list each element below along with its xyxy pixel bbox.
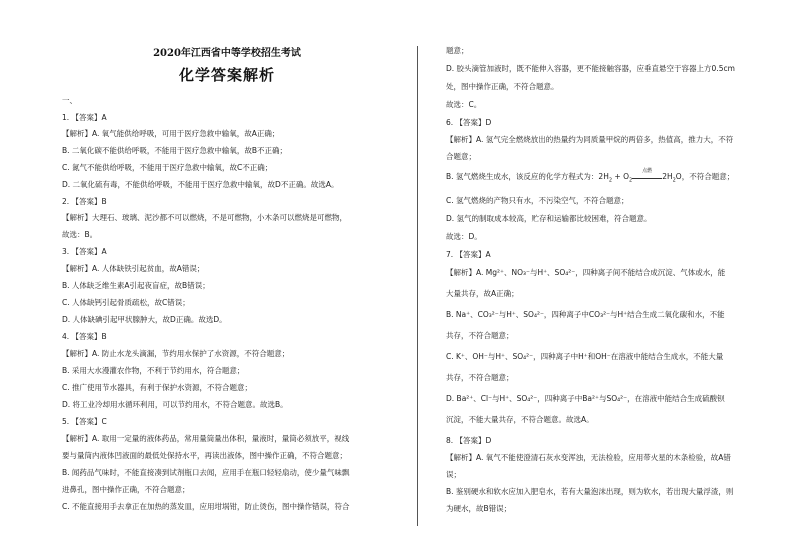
analysis-line: 【解析】A. 氧气能供给呼吸，可用于医疗急救中输氧，故A正确； bbox=[62, 129, 280, 138]
analysis-line: 【解析】A. 氢气完全燃烧放出的热量约为同质量甲烷的两倍多，热值高，推力大，不符 bbox=[446, 135, 734, 144]
arrow-bar bbox=[632, 178, 662, 179]
analysis-prefix: D. bbox=[446, 394, 457, 403]
analysis-line: 故选：C。 bbox=[446, 100, 482, 109]
analysis-line: 【解析】A. 取用一定量的液体药品，常用量筒量出体积，量液时，量筒必须放平，视线 bbox=[62, 434, 350, 443]
formula-o: + O bbox=[612, 172, 629, 181]
analysis-line: C. 推广使用节水器具，有利于保护水资源，不符合题意； bbox=[62, 383, 253, 392]
answer-line: 1. 【答案】A bbox=[62, 113, 107, 122]
answer-line: 5. 【答案】C bbox=[62, 417, 107, 426]
analysis-line: 沉淀，不能大量共存，不符合题意。故选A。 bbox=[446, 415, 594, 424]
formula-rhs-tail: O bbox=[675, 172, 682, 181]
reaction-arrow bbox=[632, 168, 662, 179]
subscript: 2 bbox=[608, 177, 613, 184]
column-divider bbox=[417, 46, 418, 526]
ion-text: K⁺、OH⁻与H⁺、SO₄²⁻，四种离子中H⁺和OH⁻在溶液中能结合生成水，不能大量 bbox=[456, 352, 724, 361]
answer-line: 6. 【答案】D bbox=[446, 118, 492, 127]
analysis-line: D. 将工业冷却用水循环利用，可以节约用水，不符合题意。故选B。 bbox=[62, 400, 288, 409]
analysis-prefix: B. bbox=[446, 310, 456, 319]
ion-text: Mg²⁺、NO₃⁻与H⁺、SO₄²⁻，四种离子间不能结合成沉淀、气体或水，能 bbox=[485, 268, 726, 277]
formula-rhs: 2H bbox=[662, 172, 673, 181]
analysis-line: 大量共存，故A正确； bbox=[446, 289, 519, 298]
analysis-line: 故选：D。 bbox=[446, 232, 482, 241]
answer-line: 3. 【答案】A bbox=[62, 247, 107, 256]
exam-title: 2020年江西省中等学校招生考试 bbox=[153, 48, 301, 59]
analysis-line: D. 氢气的制取成本较高，贮存和运输都比较困难，符合题意。 bbox=[446, 214, 652, 223]
analysis-line: D. 胶头滴管加液时，既不能伸入容器，更不能接触容器，应垂直悬空于容器上方0.5cm bbox=[446, 64, 735, 73]
analysis-line: B. 二氧化碳不能供给呼吸，不能用于医疗急救中输氧，故B不正确； bbox=[62, 146, 288, 155]
analysis-line: 【解析】大理石、玻璃、泥沙都不可以燃烧，不是可燃物，小木条可以燃烧是可燃物， bbox=[62, 213, 347, 222]
analysis-tail: ，不符合题意； bbox=[681, 172, 735, 181]
subscript: 2 bbox=[672, 177, 676, 184]
analysis-line: 共存，不符合题意； bbox=[446, 373, 514, 382]
analysis-line: D. 人体缺碘引起甲状腺肿大，故D正确。故选D。 bbox=[62, 315, 227, 324]
analysis-text: B. 氢气燃烧生成水，该反应的化学方程式为： bbox=[446, 172, 599, 181]
answer-line: 4. 【答案】B bbox=[62, 332, 107, 341]
analysis-line: B. 鉴别硬水和软水应加入肥皂水，若有大量泡沫出现，则为软水，若出现大量浮渣，则 bbox=[446, 487, 734, 496]
analysis-prefix: C. bbox=[446, 352, 457, 361]
analysis-line: C. 氢气燃烧的产物只有水，不污染空气，不符合题意； bbox=[446, 196, 629, 205]
ion-text: Na⁺、CO₃²⁻与H⁺、SO₄²⁻，四种离子中CO₃²⁻与H⁺结合生成二氧化碳和水，不能 bbox=[455, 310, 725, 319]
reaction-condition: 点燃 bbox=[642, 168, 653, 174]
analysis-line: 误； bbox=[446, 470, 461, 479]
analysis-line: C. 人体缺钙引起骨质疏松，故C错误； bbox=[62, 298, 190, 307]
answer-line: 2. 【答案】B bbox=[62, 197, 107, 206]
analysis-line: D. 二氧化硫有毒，不能供给呼吸，不能用于医疗急救中输氧，故D不正确。故选A。 bbox=[62, 180, 339, 189]
analysis-line: B. 人体缺乏维生素A引起夜盲症，故B错误； bbox=[62, 281, 210, 290]
analysis-prefix: 【解析】A. bbox=[446, 268, 486, 277]
analysis-line bbox=[446, 352, 723, 362]
analysis-line: 故选：B。 bbox=[62, 230, 98, 239]
analysis-line: 合题意； bbox=[446, 152, 476, 161]
analysis-line bbox=[446, 268, 725, 278]
equation-line bbox=[446, 168, 735, 184]
analysis-line: 共存，不符合题意； bbox=[446, 331, 514, 340]
analysis-line bbox=[446, 394, 725, 404]
analysis-line: 进鼻孔，图中操作正确，不符合题意； bbox=[62, 485, 190, 494]
analysis-line: 【解析】A. 氧气不能使澄清石灰水变浑浊，无法检验，应用带火星的木条检验，故A错 bbox=[446, 453, 731, 462]
answer-line: 7. 【答案】A bbox=[446, 250, 491, 259]
analysis-line: B. 闻药品气味时，不能直接凑到试剂瓶口去闻，应用手在瓶口轻轻扇动，使少量气味飘 bbox=[62, 468, 350, 477]
analysis-line: 【解析】A. 防止水龙头滴漏，节约用水保护了水资源，不符合题意； bbox=[62, 349, 290, 358]
answer-line: 8. 【答案】D bbox=[446, 436, 492, 445]
analysis-line: B. 采用大水漫灌农作物，不利于节约用水，符合题意； bbox=[62, 366, 245, 375]
analysis-line bbox=[446, 310, 725, 320]
section-heading: 一、 bbox=[62, 96, 77, 105]
analysis-line: 要与量筒内液体凹液面的最低处保持水平，再读出液体，图中操作正确，不符合题意； bbox=[62, 451, 347, 460]
subscript: 2 bbox=[629, 177, 633, 184]
analysis-line: C. 氮气不能供给呼吸，不能用于医疗急救中输氧，故C不正确； bbox=[62, 163, 273, 172]
analysis-line: 【解析】A. 人体缺铁引起贫血，故A错误； bbox=[62, 264, 205, 273]
analysis-line: 题意； bbox=[446, 46, 469, 55]
analysis-line: 处，图中操作正确，不符合题意。 bbox=[446, 82, 559, 91]
formula-lhs: 2H bbox=[598, 172, 609, 181]
ion-text: Ba²⁺、Cl⁻与H⁺、SO₄²⁻，四种离子中Ba²⁺与SO₄²⁻，在溶液中能结合生成硫酸钡 bbox=[456, 394, 725, 403]
analysis-line: C. 不能直接用手去拿正在加热的蒸发皿，应用坩埚钳，防止烫伤，图中操作错误，符合 bbox=[62, 502, 350, 511]
page-title: 化学答案解析 bbox=[178, 66, 275, 84]
analysis-line: 为硬水，故B错误； bbox=[446, 504, 512, 513]
